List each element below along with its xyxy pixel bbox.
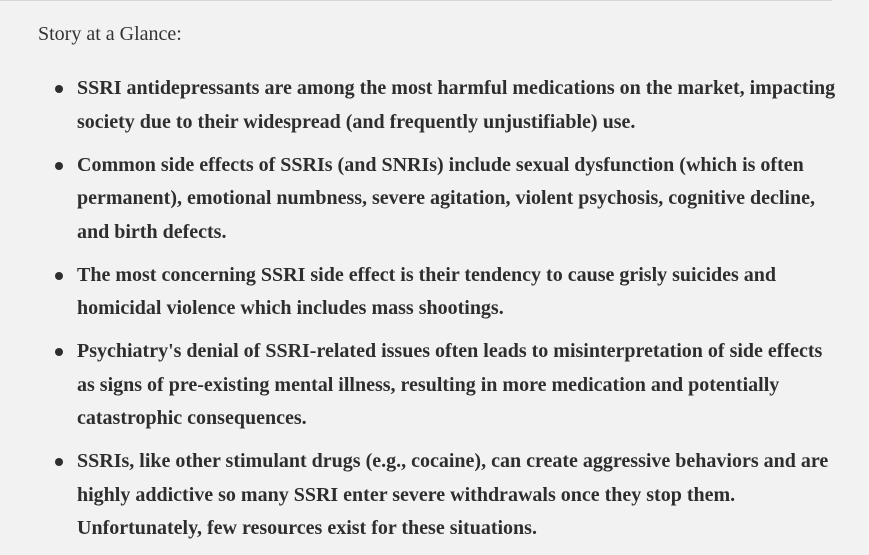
bullet-text: Psychiatry's denial of SSRI-related issues often leads to misinterpretation of side effects as signs of pre-existing mental illness, resulting in more medication and potentially catastrophic consequences. bbox=[77, 340, 823, 429]
bullet-dot-icon bbox=[55, 272, 63, 280]
bullet-text: SSRIs, like other stimulant drugs (e.g., cocaine), can create aggressive behaviors and are highly addictive so many SSRI enter severe withdrawals once they stop them. Unfortunately, few resources exist for these situations. bbox=[77, 450, 829, 539]
bullet-item bbox=[0, 72, 840, 139]
bullet-text: SSRI antidepressants are among the most harmful medications on the market, impacting society due to their widespread (and frequently unjustifiable) use. bbox=[77, 77, 836, 133]
bullet-item bbox=[0, 259, 840, 326]
bullet-dot-icon bbox=[55, 162, 63, 170]
bullet-dot-icon bbox=[55, 85, 63, 93]
bullet-dot-icon bbox=[55, 348, 63, 356]
bullet-item bbox=[0, 445, 840, 546]
section-heading: Story at a Glance: bbox=[38, 23, 182, 45]
bullet-list bbox=[0, 72, 840, 555]
bullet-item bbox=[0, 335, 840, 436]
bullet-item bbox=[0, 149, 840, 250]
bullet-text: The most concerning SSRI side effect is their tendency to cause grisly suicides and homicidal violence which includes mass shootings. bbox=[77, 263, 777, 319]
top-divider bbox=[0, 0, 832, 1]
bullet-dot-icon bbox=[55, 458, 63, 466]
bullet-text: Common side effects of SSRIs (and SNRIs) include sexual dysfunction (which is often permanent), emotional numbness, severe agitation, violent psychosis, cognitive decline, and birth defects. bbox=[77, 153, 815, 243]
